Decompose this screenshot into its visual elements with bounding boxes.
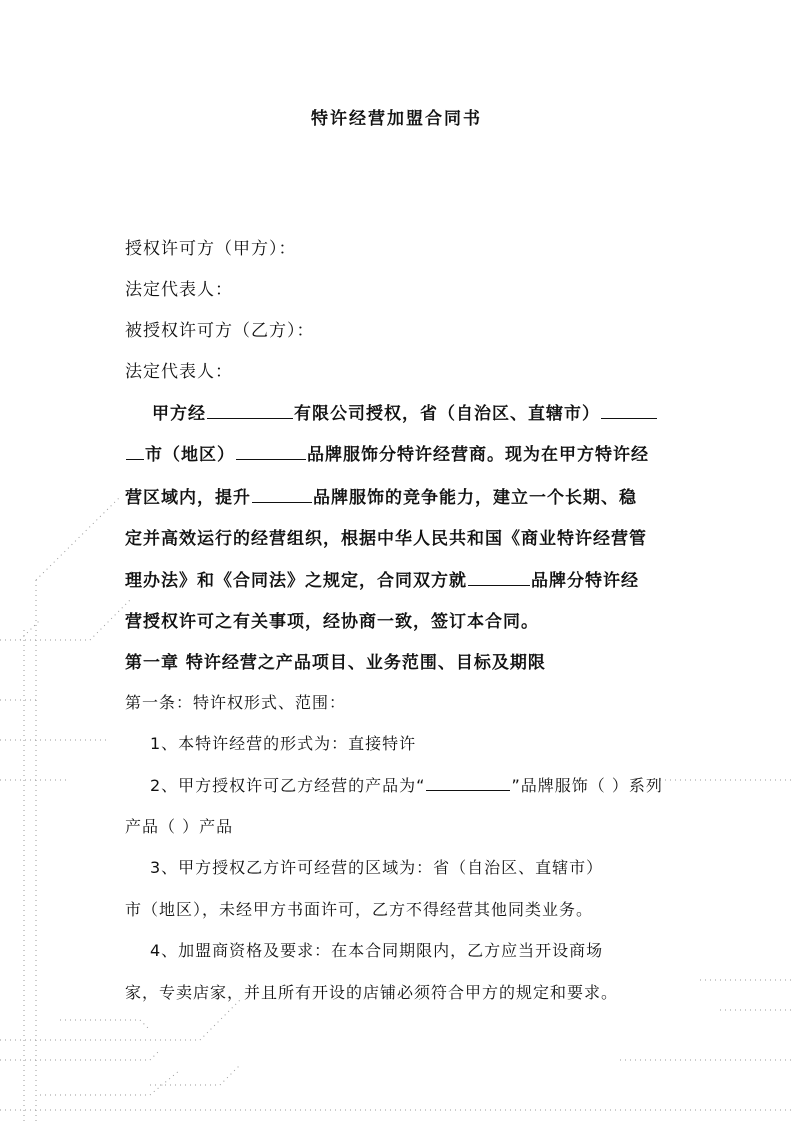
preamble-text: 市（地区） (145, 445, 235, 465)
party-b-label: 被授权许可方（乙方）： (125, 321, 315, 341)
document-title: 特许经营加盟合同书 (311, 109, 482, 129)
item-2-line-2: 产品（ ）产品 (125, 817, 234, 836)
item-2-line-1 (150, 773, 663, 796)
blank-field (126, 443, 144, 460)
chapter-heading: 第一章 特许经营之产品项目、业务范围、目标及期限 (125, 653, 546, 673)
party-a-representative-label: 法定代表人： (125, 280, 233, 300)
preamble-text: 营区域内，提升 (125, 488, 251, 508)
preamble-line-2 (125, 440, 649, 465)
preamble-line-1 (152, 399, 658, 424)
party-b-representative-label: 法定代表人： (125, 362, 233, 382)
blank-field (252, 486, 312, 503)
blank-field (601, 402, 657, 419)
item-3-line-2: 市（地区），未经甲方书面许可，乙方不得经营其他同类业务。 (125, 900, 594, 919)
item-text: 2、甲方授权许可乙方经营的产品为“ (150, 776, 426, 795)
item-3-line-1: 3、甲方授权乙方许可经营的区域为：省（自治区、直辖市） (150, 858, 604, 877)
preamble-text: 品牌服饰的竞争能力，建立一个长期、稳 (313, 488, 637, 508)
party-a-label: 授权许可方（甲方）： (125, 239, 297, 259)
item-4-line-2: 家，专卖店家，并且所有开设的店铺必须符合甲方的规定和要求。 (125, 983, 619, 1002)
preamble-text: 品牌服饰分特许经营商。现为在甲方特许经 (307, 445, 649, 465)
preamble-line-6: 营授权许可之有关事项，经协商一致，签订本合同。 (125, 612, 539, 632)
blank-field (236, 443, 306, 460)
preamble-line-3 (125, 483, 637, 508)
preamble-text: 理办法》和《合同法》之规定，合同双方就 (125, 571, 467, 591)
article-heading: 第一条：特许权形式、范围： (125, 693, 347, 712)
blank-field (468, 569, 530, 586)
preamble-text: 品牌分特许经 (531, 571, 639, 591)
item-1: 1、本特许经营的形式为：直接特许 (150, 734, 417, 753)
preamble-line-4: 定并高效运行的经营组织，根据中华人民共和国《商业特许经营管 (125, 529, 647, 549)
preamble-text: 甲方经 (152, 404, 206, 424)
item-text: ”品牌服饰（ ）系列 (511, 776, 663, 795)
blank-field (426, 774, 510, 791)
preamble-text: 有限公司授权，省（自治区、直辖市） (294, 404, 600, 424)
preamble-line-5 (125, 566, 639, 591)
item-4-line-1: 4、加盟商资格及要求：在本合同期限内，乙方应当开设商场 (150, 941, 604, 960)
blank-field (207, 402, 293, 419)
